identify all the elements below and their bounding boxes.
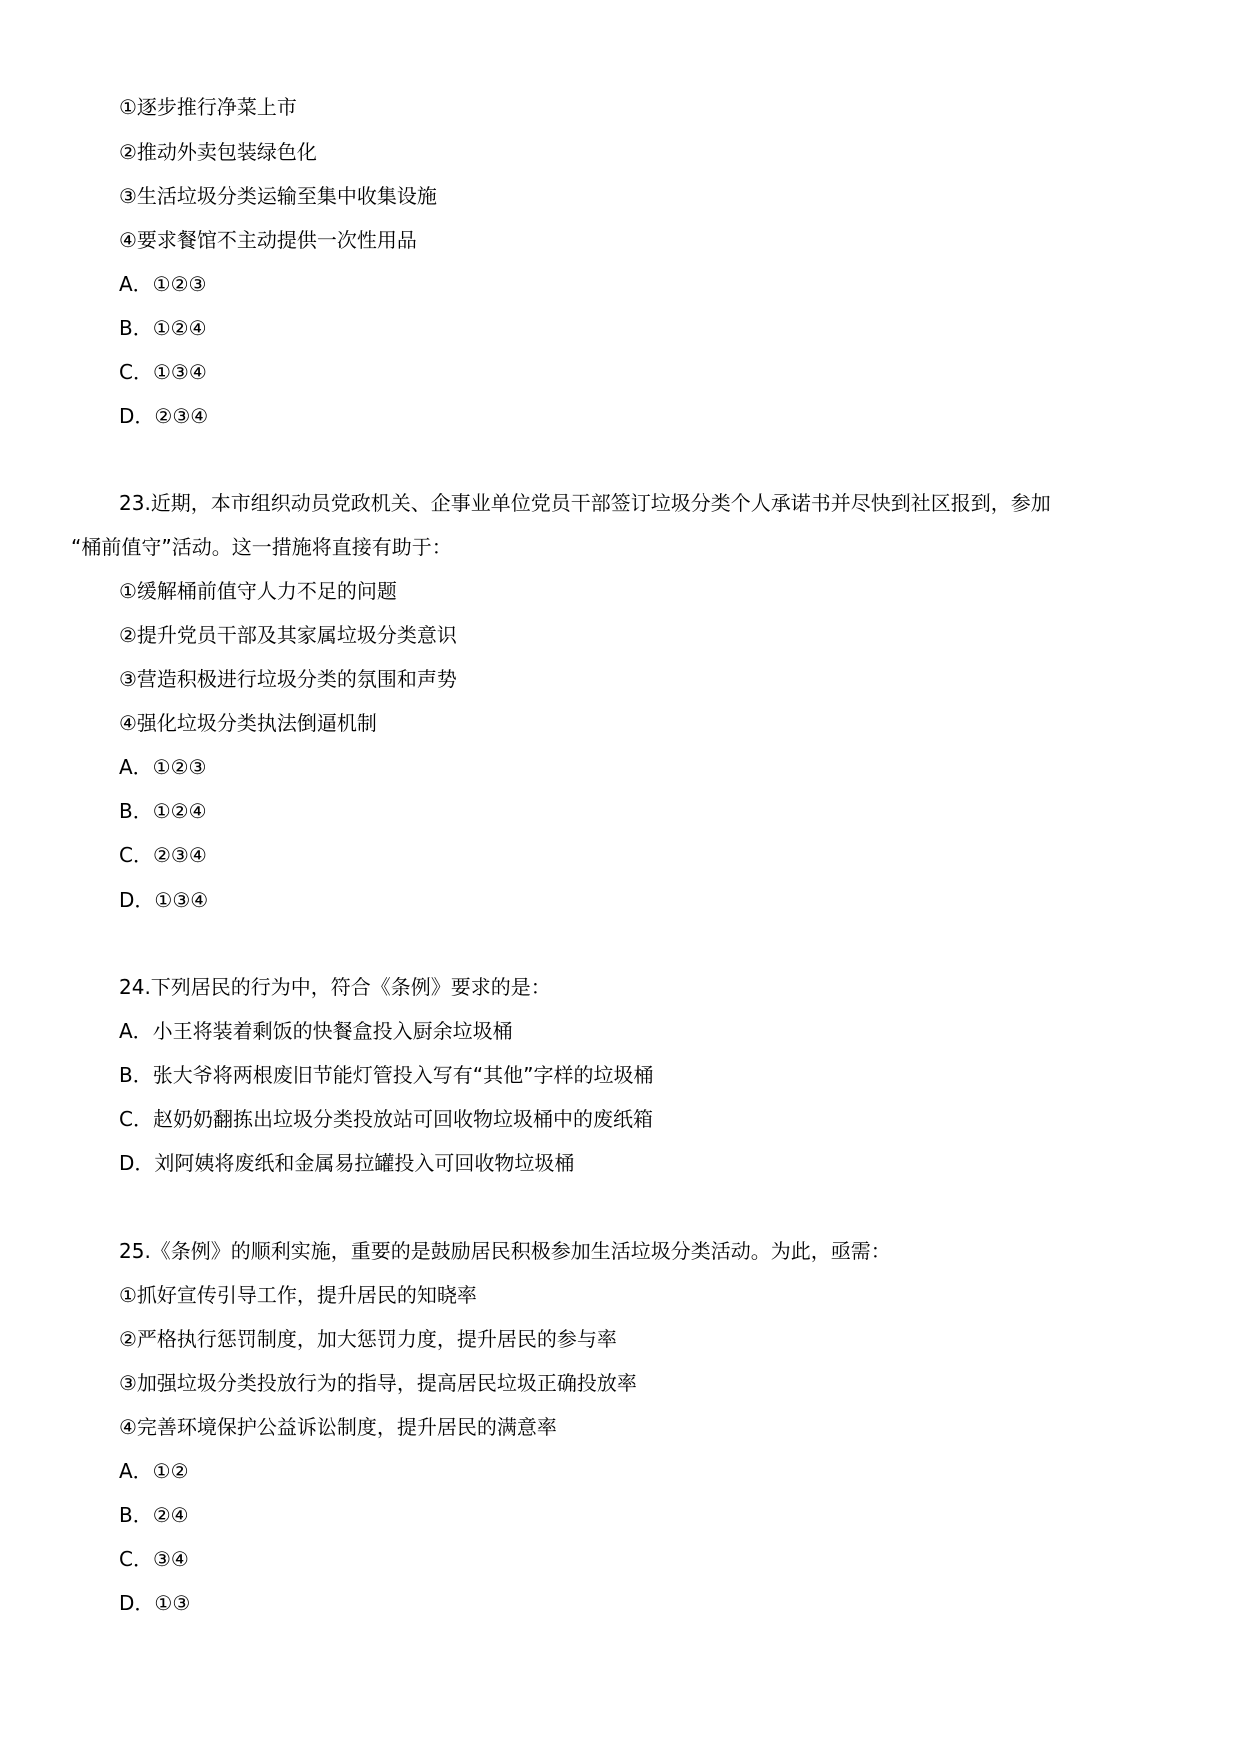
option-line: ②推动外卖包装绿色化	[119, 140, 317, 164]
question-stem: 24.下列居民的行为中，符合《条例》要求的是：	[119, 975, 551, 999]
choice-a: A．①②③	[119, 272, 207, 296]
option-line: ②严格执行惩罚制度，加大惩罚力度，提升居民的参与率	[119, 1327, 617, 1351]
choice-a: A．小王将装着剩饭的快餐盒投入厨余垃圾桶	[119, 1019, 513, 1043]
option-line: ④强化垃圾分类执法倒逼机制	[119, 711, 377, 735]
choice-b: B．②④	[119, 1503, 189, 1527]
choice-b: B．①②④	[119, 316, 207, 340]
choice-c: C．赵奶奶翻拣出垃圾分类投放站可回收物垃圾桶中的废纸箱	[119, 1107, 653, 1131]
choice-b: B．①②④	[119, 799, 207, 823]
question-stem-continued: “桶前值守”活动。这一措施将直接有助于：	[71, 535, 452, 559]
option-line: ②提升党员干部及其家属垃圾分类意识	[119, 623, 457, 647]
question-stem: 23.近期，本市组织动员党政机关、企事业单位党员干部签订垃圾分类个人承诺书并尽快到社区报到，参加	[119, 491, 1051, 515]
option-line: ③营造积极进行垃圾分类的氛围和声势	[119, 667, 457, 691]
question-stem: 25.《条例》的顺利实施，重要的是鼓励居民积极参加生活垃圾分类活动。为此，亟需：	[119, 1239, 891, 1263]
option-line: ④要求餐馆不主动提供一次性用品	[119, 228, 417, 252]
option-line: ④完善环境保护公益诉讼制度，提升居民的满意率	[119, 1415, 557, 1439]
option-line: ①逐步推行净菜上市	[119, 95, 297, 119]
option-line: ③生活垃圾分类运输至集中收集设施	[119, 184, 437, 208]
choice-c: C．②③④	[119, 843, 207, 867]
choice-d: D．②③④	[119, 404, 209, 428]
choice-d: D．刘阿姨将废纸和金属易拉罐投入可回收物垃圾桶	[119, 1151, 575, 1175]
choice-b: B．张大爷将两根废旧节能灯管投入写有“其他”字样的垃圾桶	[119, 1063, 654, 1087]
choice-d: D．①③④	[119, 888, 209, 912]
choice-c: C．①③④	[119, 360, 207, 384]
choice-c: C．③④	[119, 1547, 189, 1571]
option-line: ③加强垃圾分类投放行为的指导，提高居民垃圾正确投放率	[119, 1371, 637, 1395]
option-line: ①抓好宣传引导工作，提升居民的知晓率	[119, 1283, 477, 1307]
choice-d: D．①③	[119, 1591, 191, 1615]
choice-a: A．①②	[119, 1459, 189, 1483]
choice-a: A．①②③	[119, 755, 207, 779]
option-line: ①缓解桶前值守人力不足的问题	[119, 579, 397, 603]
